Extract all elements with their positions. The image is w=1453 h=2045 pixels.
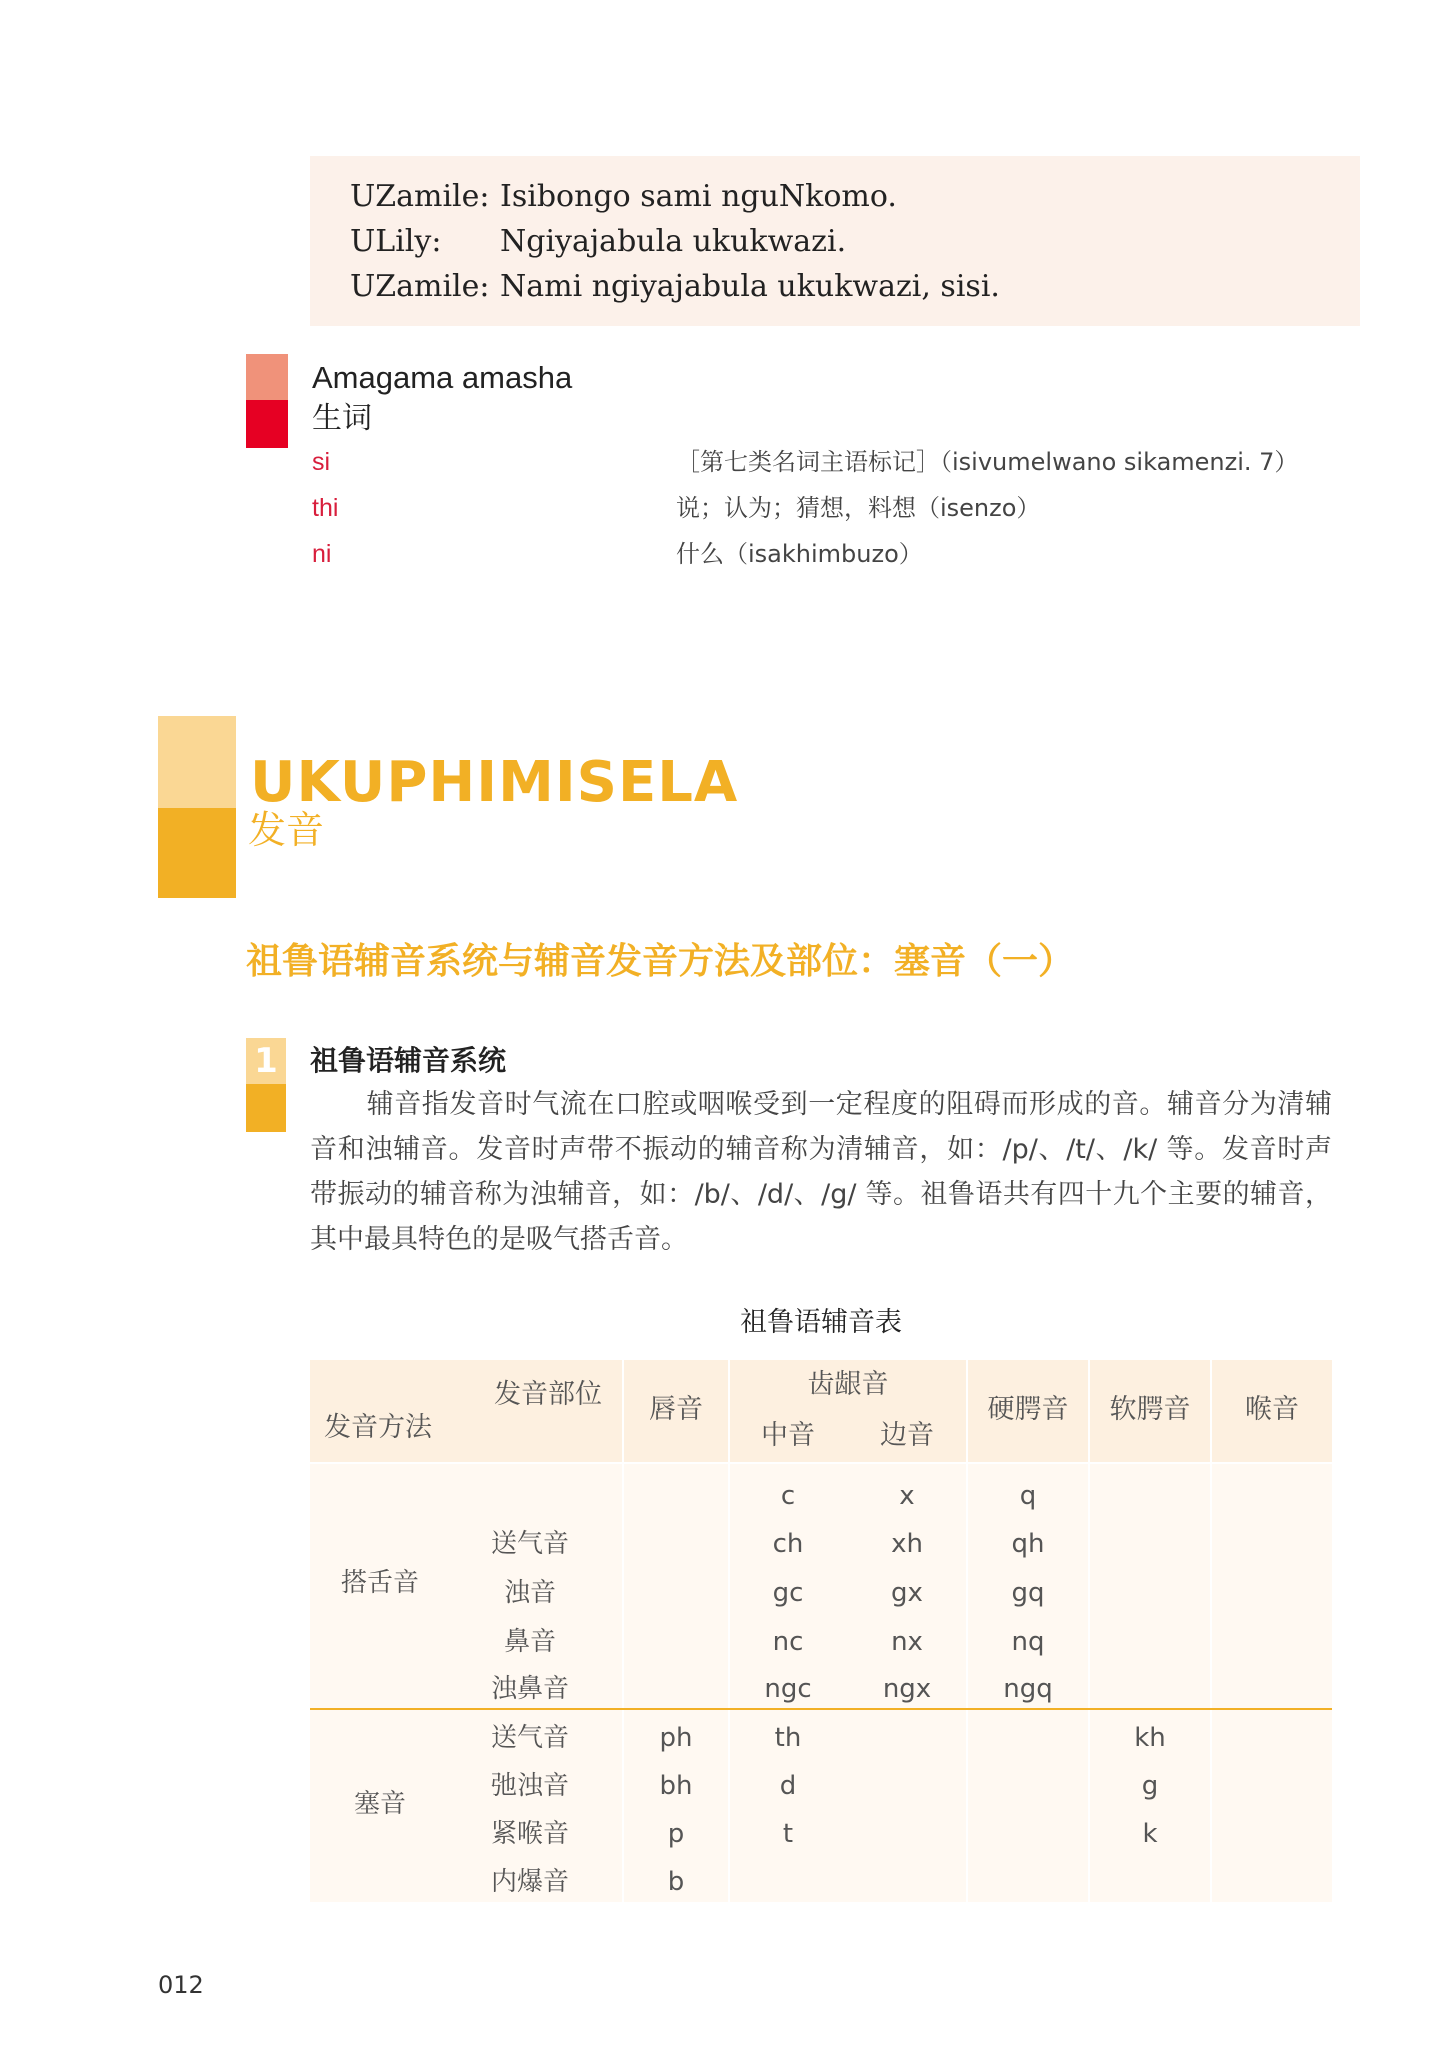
section-marker-bottom xyxy=(158,808,236,898)
dialogue-text: Nami ngiyajabula ukukwazi, sisi. xyxy=(500,269,1000,304)
row-subtype: 紧喉音 xyxy=(490,1819,569,1849)
cell-palatal: ngq xyxy=(1003,1674,1053,1704)
cell-labial: p xyxy=(667,1819,685,1849)
point-title: 祖鲁语辅音系统 xyxy=(310,1044,507,1077)
vocab-gloss: 什么（isakhimbuzo） xyxy=(676,540,923,568)
cell-central: ch xyxy=(772,1529,804,1559)
cell-lateral: xh xyxy=(891,1529,923,1559)
paragraph-text: 辅音指发音时气流在口腔或咽喉受到一定程度的阻碍而形成的音。辅音分为清辅音和浊辅音。发音时声带不振动的辅音称为清辅音，如：/p/、/t/、/k/ 等。发音时声带振动的辅音称为浊辅音，如：/b/、/d/、/g/ 等。祖鲁语共有四十九个主要的辅音，其中最具特色的是吸气搭舌音。 xyxy=(310,1089,1332,1255)
point-number: 1 xyxy=(254,1041,278,1081)
cell-labial: bh xyxy=(659,1771,693,1801)
header-manner: 发音方法 xyxy=(324,1412,432,1443)
cell-central: c xyxy=(780,1481,796,1511)
dialogue-text: Ngiyajabula ukukwazi. xyxy=(500,224,847,259)
header-labial: 唇音 xyxy=(649,1394,703,1425)
dialogue-line xyxy=(350,219,1320,264)
dialogue-line xyxy=(350,264,1320,309)
vocab-item xyxy=(312,534,1362,574)
header-place: 发音部位 xyxy=(494,1379,602,1410)
group-name: 塞音 xyxy=(353,1789,406,1819)
header-velar: 软腭音 xyxy=(1109,1394,1191,1425)
vocab-marker-bottom xyxy=(246,400,288,448)
header-alveolar: 齿龈音 xyxy=(807,1369,889,1400)
row-subtype: 鼻音 xyxy=(503,1627,556,1657)
table-caption: 祖鲁语辅音表 xyxy=(740,1307,902,1338)
cell-central: ngc xyxy=(764,1674,812,1704)
vocab-gloss: 说；认为；猜想，料想（isenzo） xyxy=(676,494,1041,522)
row-subtype: 送气音 xyxy=(490,1529,569,1559)
header-palatal: 硬腭音 xyxy=(987,1394,1069,1425)
dialogue-text: Isibongo sami nguNkomo. xyxy=(500,179,897,214)
vocab-word: thi xyxy=(312,494,339,522)
row-subtype: 送气音 xyxy=(490,1723,569,1753)
group-name: 搭舌音 xyxy=(340,1568,419,1598)
cell-palatal: gq xyxy=(1011,1578,1045,1608)
section-heading: 祖鲁语辅音系统与辅音发音方法及部位：塞音（一） xyxy=(246,941,1075,982)
vocab-marker-top xyxy=(246,354,288,400)
row-subtype: 弛浊音 xyxy=(490,1771,569,1801)
cell-velar: g xyxy=(1141,1771,1159,1801)
cell-palatal: qh xyxy=(1011,1529,1045,1559)
cell-lateral: x xyxy=(899,1481,915,1511)
cell-palatal: nq xyxy=(1011,1627,1045,1657)
page-number: 012 xyxy=(158,1971,204,1999)
row-subtype: 浊音 xyxy=(503,1578,556,1608)
cell-velar: k xyxy=(1142,1819,1158,1849)
dialogue-speaker: UZamile: xyxy=(350,179,490,214)
row-subtype: 浊鼻音 xyxy=(490,1674,569,1704)
vocab-item xyxy=(312,488,1362,528)
cell-central: d xyxy=(779,1771,797,1801)
header-glottal: 喉音 xyxy=(1245,1394,1299,1425)
vocab-item xyxy=(312,442,1362,482)
consonant-table xyxy=(310,1360,1332,1902)
cell-labial: b xyxy=(667,1867,685,1897)
column-divider xyxy=(1210,1360,1212,1902)
header-lateral: 边音 xyxy=(880,1420,934,1451)
vocab-word: si xyxy=(312,448,331,476)
section-subtitle: 发音 xyxy=(248,808,325,852)
dialogue-speaker: ULily: xyxy=(350,224,442,259)
cell-velar: kh xyxy=(1134,1723,1166,1753)
cell-palatal: q xyxy=(1019,1481,1037,1511)
vocab-subtitle: 生词 xyxy=(312,401,372,436)
cell-central: th xyxy=(774,1723,802,1753)
cell-labial: ph xyxy=(659,1723,693,1753)
vocab-word: ni xyxy=(312,540,332,568)
cell-central: t xyxy=(782,1819,794,1849)
section-title: UKUPHIMISELA xyxy=(250,750,739,815)
vocab-title: Amagama amasha xyxy=(312,360,573,395)
point-paragraph xyxy=(310,1082,1332,1262)
dialogue-line xyxy=(350,174,1320,219)
point-number-marker-bottom xyxy=(246,1084,286,1132)
dialogue-speaker: UZamile: xyxy=(350,269,490,304)
header-central: 中音 xyxy=(761,1420,815,1451)
cell-lateral: nx xyxy=(891,1627,923,1657)
cell-lateral: gx xyxy=(891,1578,923,1608)
cell-central: gc xyxy=(772,1578,804,1608)
row-subtype: 内爆音 xyxy=(490,1867,569,1897)
cell-central: nc xyxy=(772,1627,804,1657)
section-marker-top xyxy=(158,716,236,808)
cell-lateral: ngx xyxy=(882,1674,932,1704)
row-divider xyxy=(310,1462,1332,1464)
vocab-gloss: ［第七类名词主语标记］（isivumelwano sikamenzi. 7） xyxy=(676,448,1299,476)
dialogue-box xyxy=(310,156,1360,326)
